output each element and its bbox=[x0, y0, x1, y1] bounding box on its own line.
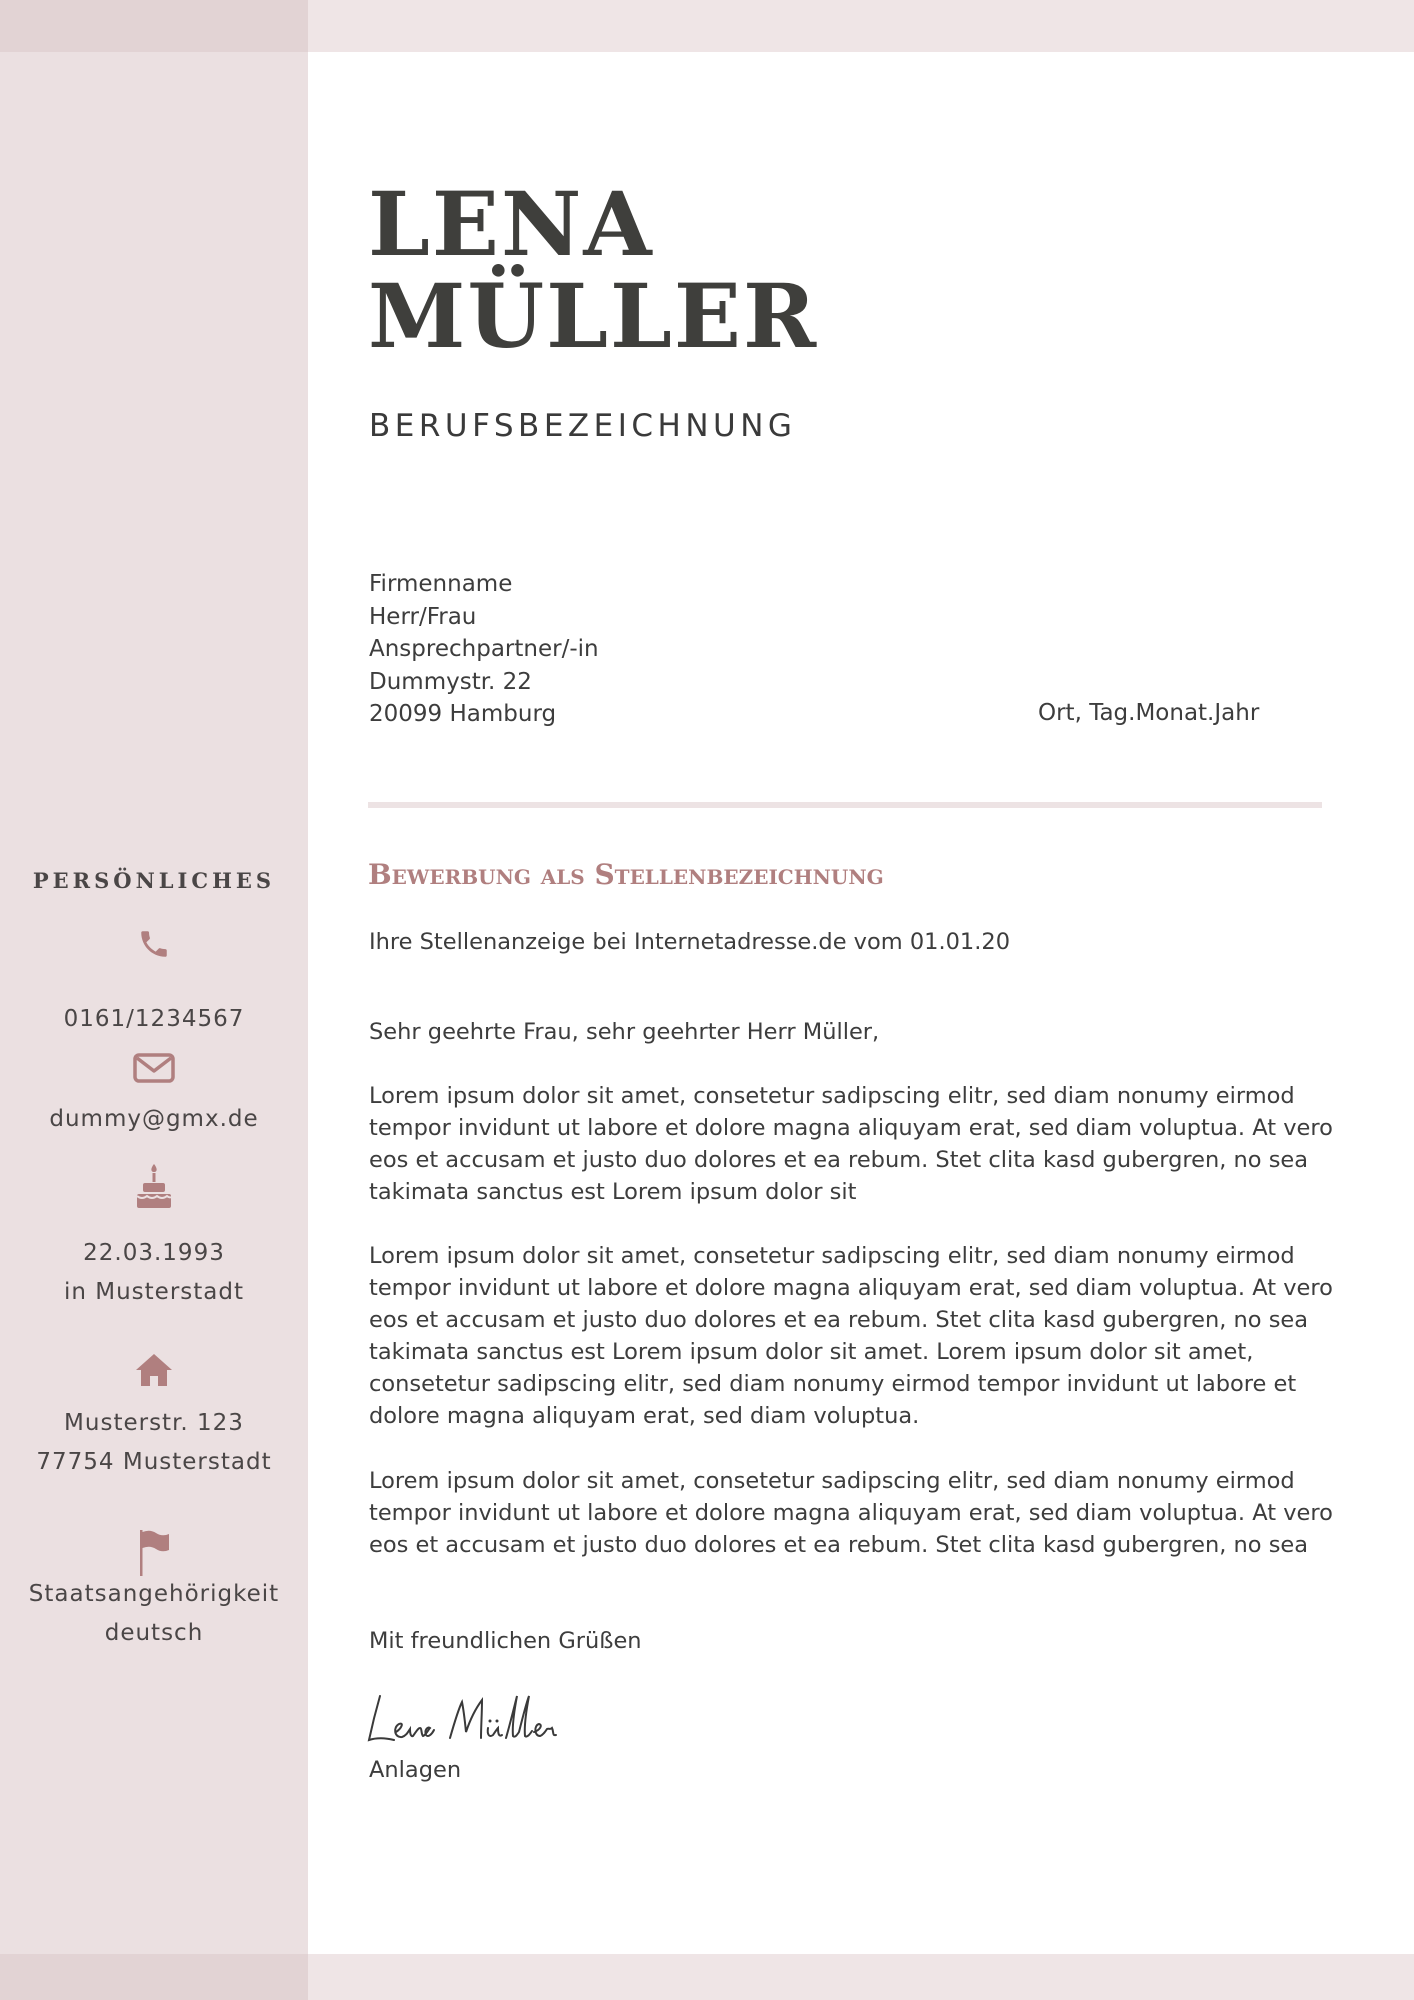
nationality-value: deutsch bbox=[104, 1620, 204, 1646]
divider bbox=[368, 802, 1322, 808]
flag-icon bbox=[0, 1528, 308, 1578]
attachments: Anlagen bbox=[369, 1757, 462, 1783]
recipient-company: Firmenname bbox=[369, 571, 513, 597]
phone-icon bbox=[0, 927, 308, 961]
first-name: LENA bbox=[368, 172, 654, 276]
email-address: dummy@gmx.de bbox=[49, 1106, 259, 1132]
last-name: MÜLLER bbox=[368, 264, 819, 368]
recipient-street: Dummystr. 22 bbox=[369, 668, 532, 695]
paragraph-2: Lorem ipsum dolor sit amet, consetetur sadipscing elitr, sed diam nonumy eirmod tempor invidunt ut labore et dolore magna aliquyam erat, sed diam voluptua. At vero eos et accusam et justo duo dolores et ea rebum. Stet clita kasd gubergren, no sea takimata sanctus est Lorem ipsum dolor sit amet. Lorem ipsum dolor sit amet, consetetur sadipscing elitr, sed diam nonumy eirmod tempor invidunt ut labore et dolore magna aliquyam erat, sed diam voluptua. bbox=[369, 1243, 1333, 1429]
paragraph-3: Lorem ipsum dolor sit amet, consetetur sadipscing elitr, sed diam nonumy eirmod tempor invidunt ut labore et dolore magna aliquyam erat, sed diam voluptua. At vero eos et accusam et justo duo dolores et ea rebum. Stet clita kasd gubergren, no sea bbox=[369, 1468, 1333, 1558]
birth-date: 22.03.1993 bbox=[83, 1240, 225, 1266]
home-icon bbox=[0, 1352, 308, 1388]
paragraph-1: Lorem ipsum dolor sit amet, consetetur sadipscing elitr, sed diam nonumy eirmod tempor invidunt ut labore et dolore magna aliquyam erat, sed diam voluptua. At vero eos et accusam et justo duo dolores et ea rebum. Stet clita kasd gubergren, no sea takimata sanctus est Lorem ipsum dolor sit bbox=[369, 1083, 1333, 1205]
sidebar-top-shade bbox=[0, 0, 308, 52]
recipient-address bbox=[369, 568, 599, 731]
city-address: 77754 Musterstadt bbox=[36, 1449, 272, 1475]
birth-place: in Musterstadt bbox=[63, 1279, 245, 1305]
greeting: Sehr geehrte Frau, sehr geehrter Herr Müller, bbox=[369, 1019, 880, 1045]
nationality-label: Staatsangehörigkeit bbox=[28, 1581, 280, 1607]
recipient-salutation: Herr/Frau bbox=[369, 603, 477, 630]
signature-graphic bbox=[366, 1688, 566, 1748]
sidebar bbox=[0, 0, 308, 2000]
job-reference: Ihre Stellenanzeige bei Internetadresse.de vom 01.01.20 bbox=[369, 929, 1011, 955]
street-address: Musterstr. 123 bbox=[64, 1410, 244, 1436]
recipient-city: 20099 Hamburg bbox=[369, 701, 557, 727]
applicant-name bbox=[368, 172, 1268, 368]
signature bbox=[366, 1688, 566, 1752]
sidebar-bottom-shade bbox=[0, 1954, 308, 2000]
personal-heading: PERSÖNLICHES bbox=[32, 868, 276, 893]
mail-icon bbox=[0, 1052, 308, 1084]
cake-icon bbox=[0, 1163, 308, 1209]
recipient-contact: Ansprechpartner/-in bbox=[369, 636, 599, 662]
phone-number: 0161/1234567 bbox=[63, 1006, 245, 1032]
letter-date: Ort, Tag.Monat.Jahr bbox=[1038, 700, 1260, 726]
closing: Mit freundlichen Grüßen bbox=[369, 1628, 642, 1654]
letter-subject: Bewerbung als Stellenbezeichnung bbox=[368, 858, 884, 891]
job-title: BERUFSBEZEICHNUNG bbox=[369, 408, 797, 444]
